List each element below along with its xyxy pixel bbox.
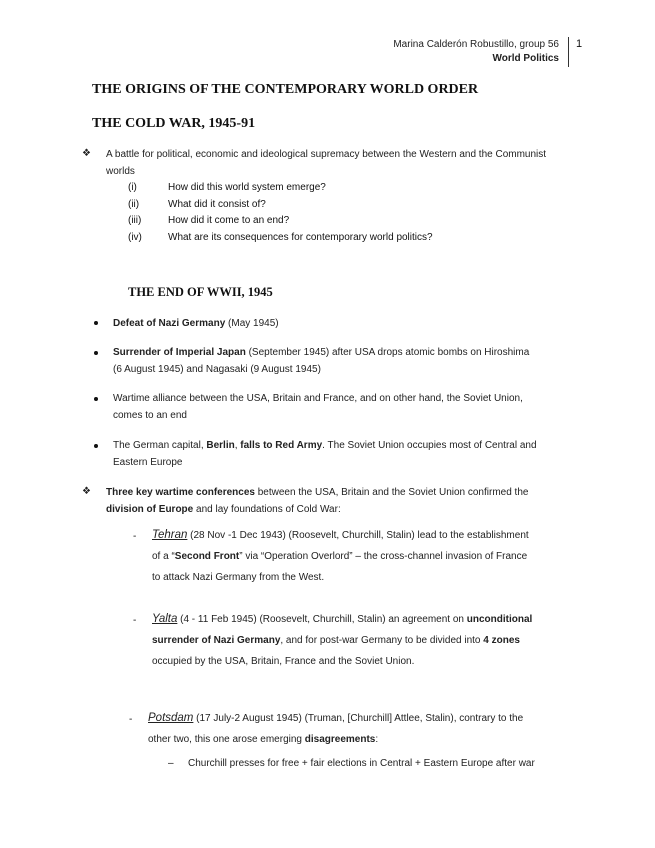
bold-text: disagreements bbox=[304, 734, 376, 745]
text: The German capital, bbox=[113, 440, 207, 451]
bullet-dot-icon bbox=[94, 444, 98, 448]
diamond-bullet-icon: ❖ bbox=[82, 486, 91, 497]
bullet-dot-icon bbox=[94, 397, 98, 401]
bullet-alliance-ends bbox=[113, 390, 523, 424]
author-line: Marina Calderón Robustillo, group 56 bbox=[393, 39, 559, 50]
text: (28 Nov -1 Dec 1943) (Roosevelt, Churchill, Stalin) lead to the establishment bbox=[187, 530, 529, 541]
text: other two, this one arose emerging bbox=[148, 734, 305, 745]
question-number: (iv) bbox=[128, 232, 142, 243]
dash-bullet: - bbox=[129, 714, 133, 725]
conference-name: Yalta bbox=[152, 613, 178, 625]
bold-text: division of Europe bbox=[106, 504, 194, 515]
question-number: (ii) bbox=[128, 199, 140, 210]
text: (September 1945) after USA drops atomic bombs on Hiroshima bbox=[245, 347, 530, 358]
main-title: THE ORIGINS OF THE CONTEMPORARY WORLD ORDER bbox=[92, 82, 479, 97]
bullet-dot-icon bbox=[94, 351, 98, 355]
bold-text: Berlin bbox=[206, 440, 235, 451]
page-number: 1 bbox=[568, 37, 582, 67]
bold-text: surrender of Nazi Germany bbox=[152, 635, 281, 646]
bold-text: Three key wartime conferences bbox=[106, 487, 255, 498]
intro-paragraph bbox=[106, 146, 606, 180]
bold-text: Second Front bbox=[174, 551, 240, 562]
text: to attack Nazi Germany from the West. bbox=[152, 572, 325, 583]
bullet-dot-icon bbox=[94, 321, 98, 325]
text: Eastern Europe bbox=[113, 457, 183, 468]
conference-yalta bbox=[152, 609, 532, 672]
text: , and for post-war Germany to be divided into bbox=[280, 635, 484, 646]
text: and lay foundations of Cold War: bbox=[193, 504, 341, 515]
question-text: How did it come to an end? bbox=[168, 215, 290, 226]
text: (6 August 1945) and Nagasaki (9 August 1945) bbox=[113, 364, 321, 375]
text: (4 - 11 Feb 1945) (Roosevelt, Churchill, Stalin) an agreement on bbox=[177, 614, 467, 625]
text: (May 1945) bbox=[225, 318, 279, 329]
text: of a “ bbox=[152, 551, 175, 562]
bullet-berlin-falls bbox=[113, 437, 537, 471]
bold-text: 4 zones bbox=[483, 635, 520, 646]
conferences-intro bbox=[106, 484, 528, 518]
question-number: (i) bbox=[128, 182, 137, 193]
text: between the USA, Britain and the Soviet Union confirmed the bbox=[254, 487, 529, 498]
dash-bullet: – bbox=[168, 758, 174, 769]
dash-bullet: - bbox=[133, 531, 137, 542]
text: occupied by the USA, Britain, France and the Soviet Union. bbox=[152, 656, 415, 667]
text: : bbox=[375, 734, 379, 745]
text: comes to an end bbox=[113, 410, 187, 421]
text: , bbox=[234, 440, 241, 451]
question-number: (iii) bbox=[128, 215, 142, 226]
dash-bullet: - bbox=[133, 615, 137, 626]
text: Wartime alliance between the USA, Britain and France, and on other hand, the Soviet Union, bbox=[113, 393, 523, 404]
bullet-defeat-germany bbox=[113, 315, 279, 332]
bold-text: falls to Red Army bbox=[240, 440, 323, 451]
question-text: How did this world system emerge? bbox=[168, 182, 326, 193]
question-text: What did it consist of? bbox=[168, 199, 266, 210]
section-heading: THE END OF WWII, 1945 bbox=[128, 285, 273, 299]
diamond-bullet-icon: ❖ bbox=[82, 148, 91, 159]
intro-line-1: A battle for political, economic and ideological supremacy between the Western and the Communist bbox=[106, 149, 547, 160]
intro-line-2: worlds bbox=[106, 166, 135, 177]
conference-potsdam bbox=[148, 708, 523, 750]
question-text: What are its consequences for contemporary world politics? bbox=[168, 232, 433, 243]
potsdam-sub-point: Churchill presses for free + fair elections in Central + Eastern Europe after war bbox=[188, 758, 535, 769]
bullet-surrender-japan bbox=[113, 344, 529, 378]
course-name: World Politics bbox=[492, 53, 559, 64]
text: . The Soviet Union occupies most of Central and bbox=[322, 440, 537, 451]
page-header bbox=[393, 38, 559, 66]
conference-tehran bbox=[152, 525, 529, 588]
bold-text: Defeat of Nazi Germany bbox=[113, 318, 226, 329]
text: (17 July-2 August 1945) (Truman, [Churchill] Attlee, Stalin), contrary to the bbox=[193, 713, 524, 724]
conference-name: Potsdam bbox=[148, 712, 194, 724]
subtitle: THE COLD WAR, 1945-91 bbox=[92, 116, 256, 131]
bold-text: unconditional bbox=[466, 614, 533, 625]
text: ” via “Operation Overlord” – the cross-channel invasion of France bbox=[239, 551, 528, 562]
bold-text: Surrender of Imperial Japan bbox=[113, 347, 246, 358]
conference-name: Tehran bbox=[152, 529, 188, 541]
